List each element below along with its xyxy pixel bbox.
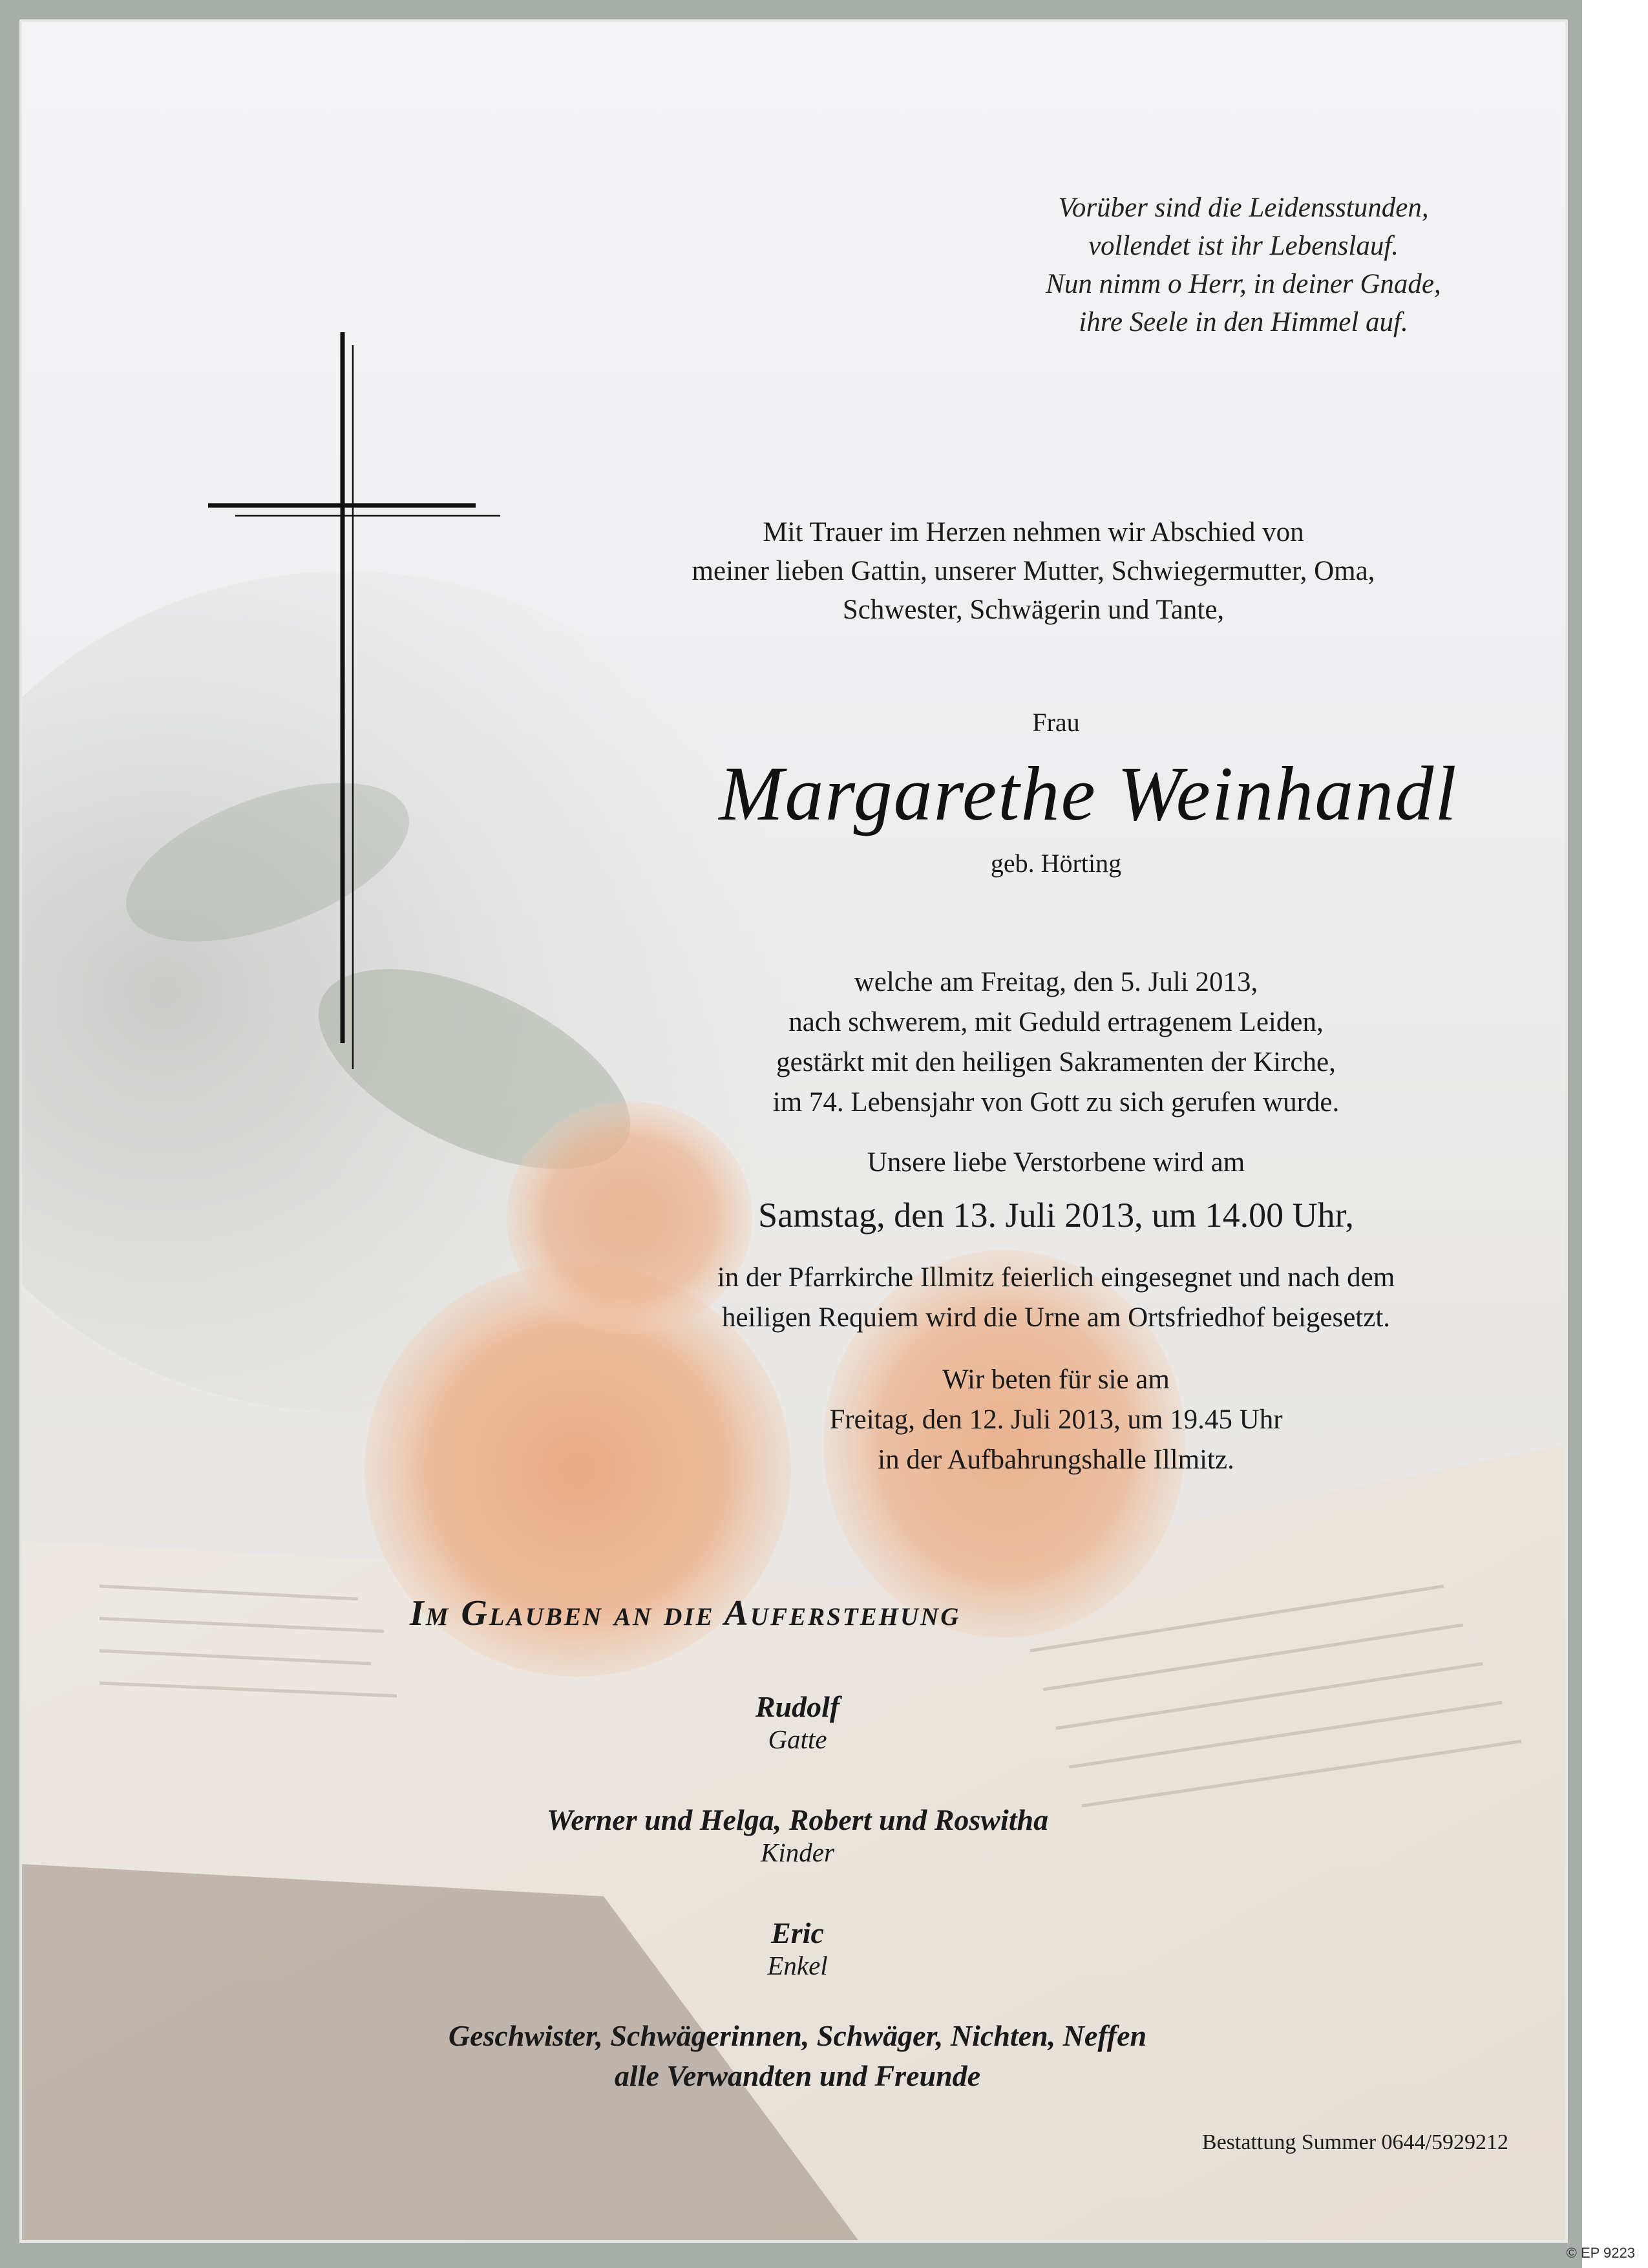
prayer-text [668,1360,1444,1480]
faith-line: Im Glauben an die Auferstehung [410,1593,961,1633]
death-line: gestärkt mit den heiligen Sakramenten der Kirche, [776,1047,1336,1077]
page-margin [1582,0,1648,2268]
poem-line: vollendet ist ihr Lebenslauf. [1088,231,1399,261]
death-line: im 74. Lebensjahr von Gott zu sich gerufen wurde. [772,1087,1340,1118]
salutation: Frau [1032,708,1080,737]
relatives-line: alle Verwandten und Freunde [614,2059,981,2092]
poem [862,189,1568,341]
copyright-note: © EP 9223 [1566,2245,1635,2261]
prayer-line: Freitag, den 12. Juli 2013, um 19.45 Uhr [829,1404,1283,1435]
poem-line: Vorüber sind die Leidensstunden, [1058,193,1429,223]
rose-book-background [22,22,1568,2243]
rest-intro: Unsere liebe Verstorbene wird am [867,1147,1245,1178]
rest-line: heiligen Requiem wird die Urne am Ortsfriedhof beigesetzt. [721,1302,1391,1333]
poem-line: ihre Seele in den Himmel auf. [1079,307,1408,337]
mourner-relation: Gatte [768,1724,827,1754]
mourner-spouse [668,1690,927,1755]
poem-line: Nun nimm o Herr, in deiner Gnade, [1046,269,1441,299]
deceased-name: Margarethe Weinhandl [719,750,1458,836]
death-text [539,962,1568,1123]
death-line: welche am Freitag, den 5. Juli 2013, [854,967,1258,997]
mourner-name: Werner und Helga, Robert und Roswitha [546,1803,1049,1836]
mourner-name: Eric [771,1916,824,1949]
intro-line: Schwester, Schwägerin und Tante, [842,595,1225,625]
mourner-relation: Kinder [761,1838,834,1867]
intro-line: Mit Trauer im Herzen nehmen wir Abschied von [763,517,1304,547]
intro-line: meiner lieben Gattin, unserer Mutter, Schwiegermutter, Oma, [692,556,1375,586]
prayer-line: Wir beten für sie am [942,1364,1170,1395]
mourner-children [410,1803,1185,1868]
death-line: nach schwerem, mit Geduld ertragenem Leiden, [788,1007,1324,1037]
mourner-name: Rudolf [755,1690,840,1723]
maiden-name: geb. Hörting [990,849,1122,878]
funeral-date: Samstag, den 13. Juli 2013, um 14.00 Uhr, [758,1196,1354,1235]
relatives [280,2016,1315,2096]
undertaker-contact: Bestattung Summer 0644/5929212 [1201,2130,1508,2154]
intro-text [571,513,1495,630]
obituary-card [19,19,1568,2243]
prayer-line: in der Aufbahrungshalle Illmitz. [878,1445,1234,1475]
mourner-relation: Enkel [767,1951,828,1980]
relatives-line: Geschwister, Schwägerinnen, Schwäger, Nichten, Neffen [448,2019,1147,2052]
rest-line: in der Pfarrkirche Illmitz feierlich eingesegnet und nach dem [717,1262,1395,1293]
rest-text [539,1258,1568,1338]
mourner-grandchild [668,1916,927,1981]
